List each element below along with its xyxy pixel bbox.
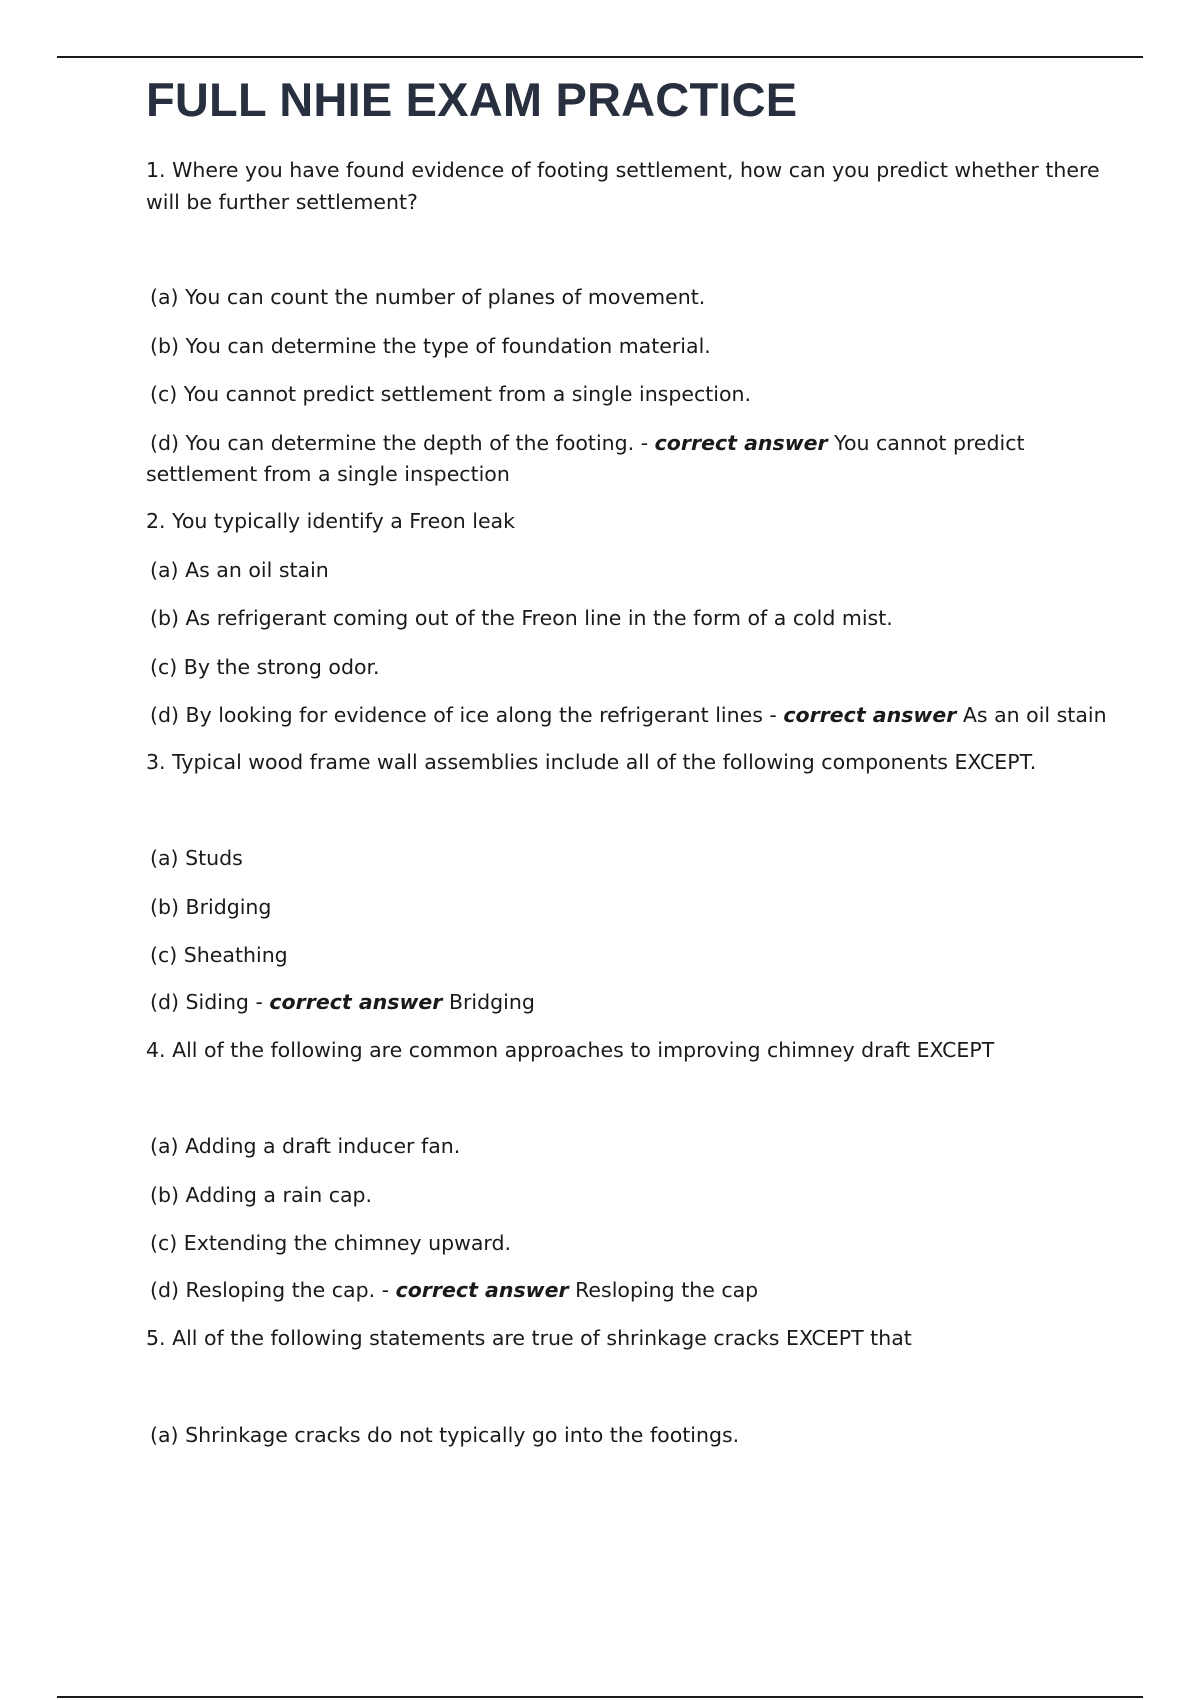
question-4-option-b: (b) Adding a rain cap. [150, 1183, 373, 1207]
question-1-stem-line-2: will be further settlement? [146, 190, 418, 214]
correct-answer-label: correct answer [783, 703, 957, 727]
option-text: (d) By looking for evidence of ice along the refrigerant lines - [150, 703, 784, 727]
correct-answer-label: correct answer [269, 990, 443, 1014]
question-2-stem: 2. You typically identify a Freon leak [146, 509, 515, 533]
correct-answer-label: correct answer [395, 1278, 569, 1302]
option-text: (d) Resloping the cap. - [150, 1278, 396, 1302]
question-1-option-a: (a) You can count the number of planes of movement. [150, 285, 706, 309]
question-1-option-b: (b) You can determine the type of foundation material. [150, 334, 711, 358]
question-4-option-a: (a) Adding a draft inducer fan. [150, 1134, 461, 1158]
question-3-option-c: (c) Sheathing [150, 943, 288, 967]
question-2-option-d [150, 700, 1107, 731]
question-5-option-a: (a) Shrinkage cracks do not typically go into the footings. [150, 1423, 740, 1447]
question-2-option-b: (b) As refrigerant coming out of the Freon line in the form of a cold mist. [150, 606, 893, 630]
correct-answer-text: You cannot predict [827, 431, 1025, 455]
question-4-option-c: (c) Extending the chimney upward. [150, 1231, 512, 1255]
question-3-option-d [150, 987, 535, 1018]
question-1-stem-line-1: 1. Where you have found evidence of footing settlement, how can you predict whether there [146, 158, 1100, 182]
question-3-option-b: (b) Bridging [150, 895, 272, 919]
correct-answer-text: Bridging [442, 990, 535, 1014]
question-1-option-c: (c) You cannot predict settlement from a single inspection. [150, 382, 752, 406]
question-1-answer-continuation: settlement from a single inspection [146, 462, 510, 486]
question-1-option-d [150, 428, 1025, 459]
question-3-stem: 3. Typical wood frame wall assemblies include all of the following components EXCEPT. [146, 750, 1037, 774]
correct-answer-text: Resloping the cap [568, 1278, 759, 1302]
question-4-option-d [150, 1275, 758, 1306]
correct-answer-label: correct answer [654, 431, 828, 455]
option-text: (d) You can determine the depth of the footing. - [150, 431, 655, 455]
bottom-rule [57, 1696, 1143, 1698]
question-4-stem: 4. All of the following are common approaches to improving chimney draft EXCEPT [146, 1038, 995, 1062]
option-text: (d) Siding - [150, 990, 270, 1014]
page-title: FULL NHIE EXAM PRACTICE [146, 73, 798, 126]
question-3-option-a: (a) Studs [150, 846, 243, 870]
correct-answer-text: As an oil stain [956, 703, 1107, 727]
question-2-option-c: (c) By the strong odor. [150, 655, 380, 679]
question-5-stem: 5. All of the following statements are true of shrinkage cracks EXCEPT that [146, 1326, 912, 1350]
question-2-option-a: (a) As an oil stain [150, 558, 329, 582]
top-rule [57, 56, 1143, 58]
